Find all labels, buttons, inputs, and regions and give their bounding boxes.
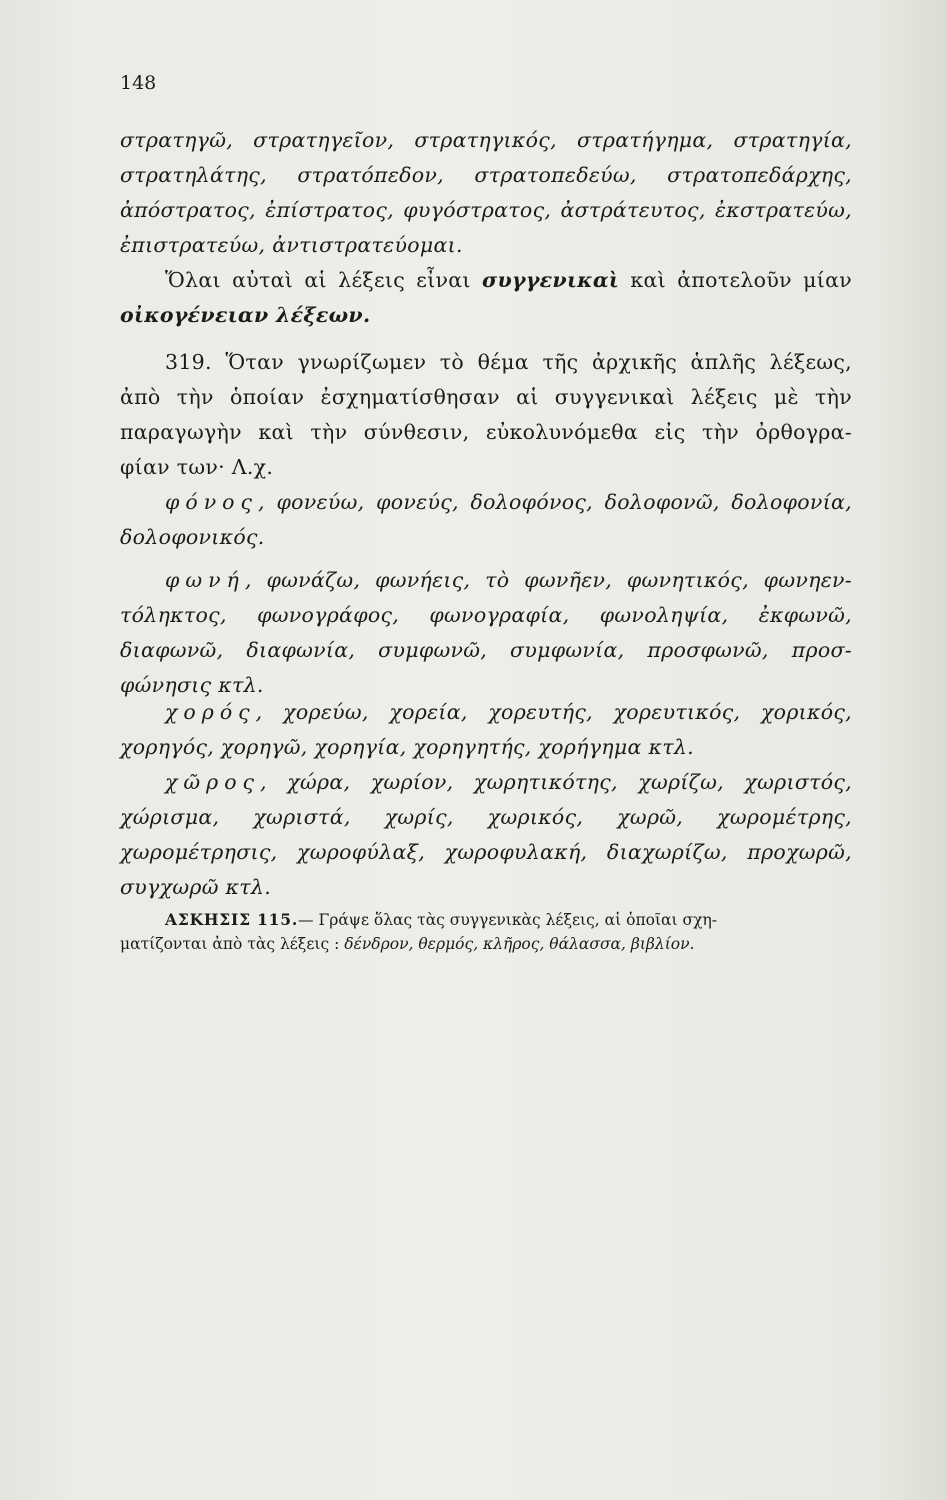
text-span: , φονεύω, φονεύς, δολοφόνος, δολοφονῶ, δολοφονία,: [257, 490, 852, 514]
text-line: χώρισμα, χωριστά, χωρίς, χωρικός, χωρῶ, χωρομέτρης,: [120, 805, 852, 829]
root-word: χορός: [165, 700, 256, 724]
root-word: φόνος: [165, 490, 258, 514]
root-word: χῶρος: [165, 770, 261, 794]
text-line: τόληκτος, φωνογράφος, φωνογραφία, φωνοληψία, ἐκφωνῶ,: [120, 603, 852, 627]
word-family-phone: [165, 568, 852, 592]
text-line: διαφωνῶ, διαφωνία, συμφωνῶ, συμφωνία, προσφωνῶ, προσ-: [120, 638, 852, 662]
emphasis-term: οἰκογένειαν λέξεων.: [120, 303, 371, 327]
word-family-phonos: [165, 490, 852, 514]
paragraph-319-line: 319. Ὅταν γνωρίζωμεν τὸ θέμα τῆς ἀρχικῆς ἁπλῆς λέξεως,: [165, 350, 852, 374]
exercise-text: ματίζονται ἀπὸ τὰς λέξεις :: [120, 935, 345, 953]
root-word: φωνή: [165, 568, 245, 592]
text-span: καὶ ἀποτελοῦν μίαν: [619, 268, 852, 292]
text-line: φίαν των· Λ.χ.: [120, 455, 274, 479]
text-line: ἀπόστρατος, ἐπίστρατος, φυγόστρατος, ἀστράτευτος, ἐκστρατεύω,: [120, 198, 852, 222]
word-family-choros-space: [165, 770, 852, 794]
text-line: φώνησις κτλ.: [120, 673, 264, 697]
text-span: , χορεύω, χορεία, χορευτής, χορευτικός, χορικός,: [255, 700, 852, 724]
exercise-text: — Γράψε ὅλας τὰς συγγενικὰς λέξεις, αἱ ὁποῖαι σχη-: [298, 911, 718, 929]
exercise-line: [120, 934, 852, 954]
exercise-115: [165, 910, 852, 930]
page-number: 148: [120, 72, 157, 94]
text-line: παραγωγὴν καὶ τὴν σύνθεσιν, εὐκολυνόμεθα εἰς τὴν ὀρθογρα-: [120, 420, 852, 444]
text-line: συγχωρῶ κτλ.: [120, 875, 272, 899]
emphasis-term: συγγενικαὶ: [482, 268, 620, 292]
text-line: χορηγός, χορηγῶ, χορηγία, χορηγητής, χορήγημα κτλ.: [120, 735, 694, 759]
text-span: Ὅλαι αὐταὶ αἱ λέξεις εἶναι: [165, 268, 483, 292]
text-line: [165, 268, 852, 292]
text-span: , χώρα, χωρίον, χωρητικότης, χωρίζω, χωριστός,: [260, 770, 852, 794]
text-line: στρατηλάτης, στρατόπεδον, στρατοπεδεύω, στρατοπεδάρχης,: [120, 163, 852, 187]
exercise-words: δένδρον, θερμός, κλῆρος, θάλασσα, βιβλίον.: [344, 935, 695, 953]
exercise-label: ΑΣΚΗΣΙΣ 115.: [165, 910, 299, 929]
text-line: χωρομέτρησις, χωροφύλαξ, χωροφυλακή, διαχωρίζω, προχωρῶ,: [120, 840, 852, 864]
text-line: ἐπιστρατεύω, ἀντιστρατεύομαι.: [120, 233, 463, 257]
text-line: δολοφονικός.: [120, 525, 265, 549]
text-line: ἀπὸ τὴν ὁποίαν ἐσχηματίσθησαν αἱ συγγενικαὶ λέξεις μὲ τὴν: [120, 385, 852, 409]
text-line: στρατηγῶ, στρατηγεῖον, στρατηγικός, στρατήγημα, στρατηγία,: [120, 128, 852, 152]
text-span: , φωνάζω, φωνήεις, τὸ φωνῆεν, φωνητικός, φωνηεν-: [244, 568, 852, 592]
word-family-choros: [165, 700, 852, 724]
